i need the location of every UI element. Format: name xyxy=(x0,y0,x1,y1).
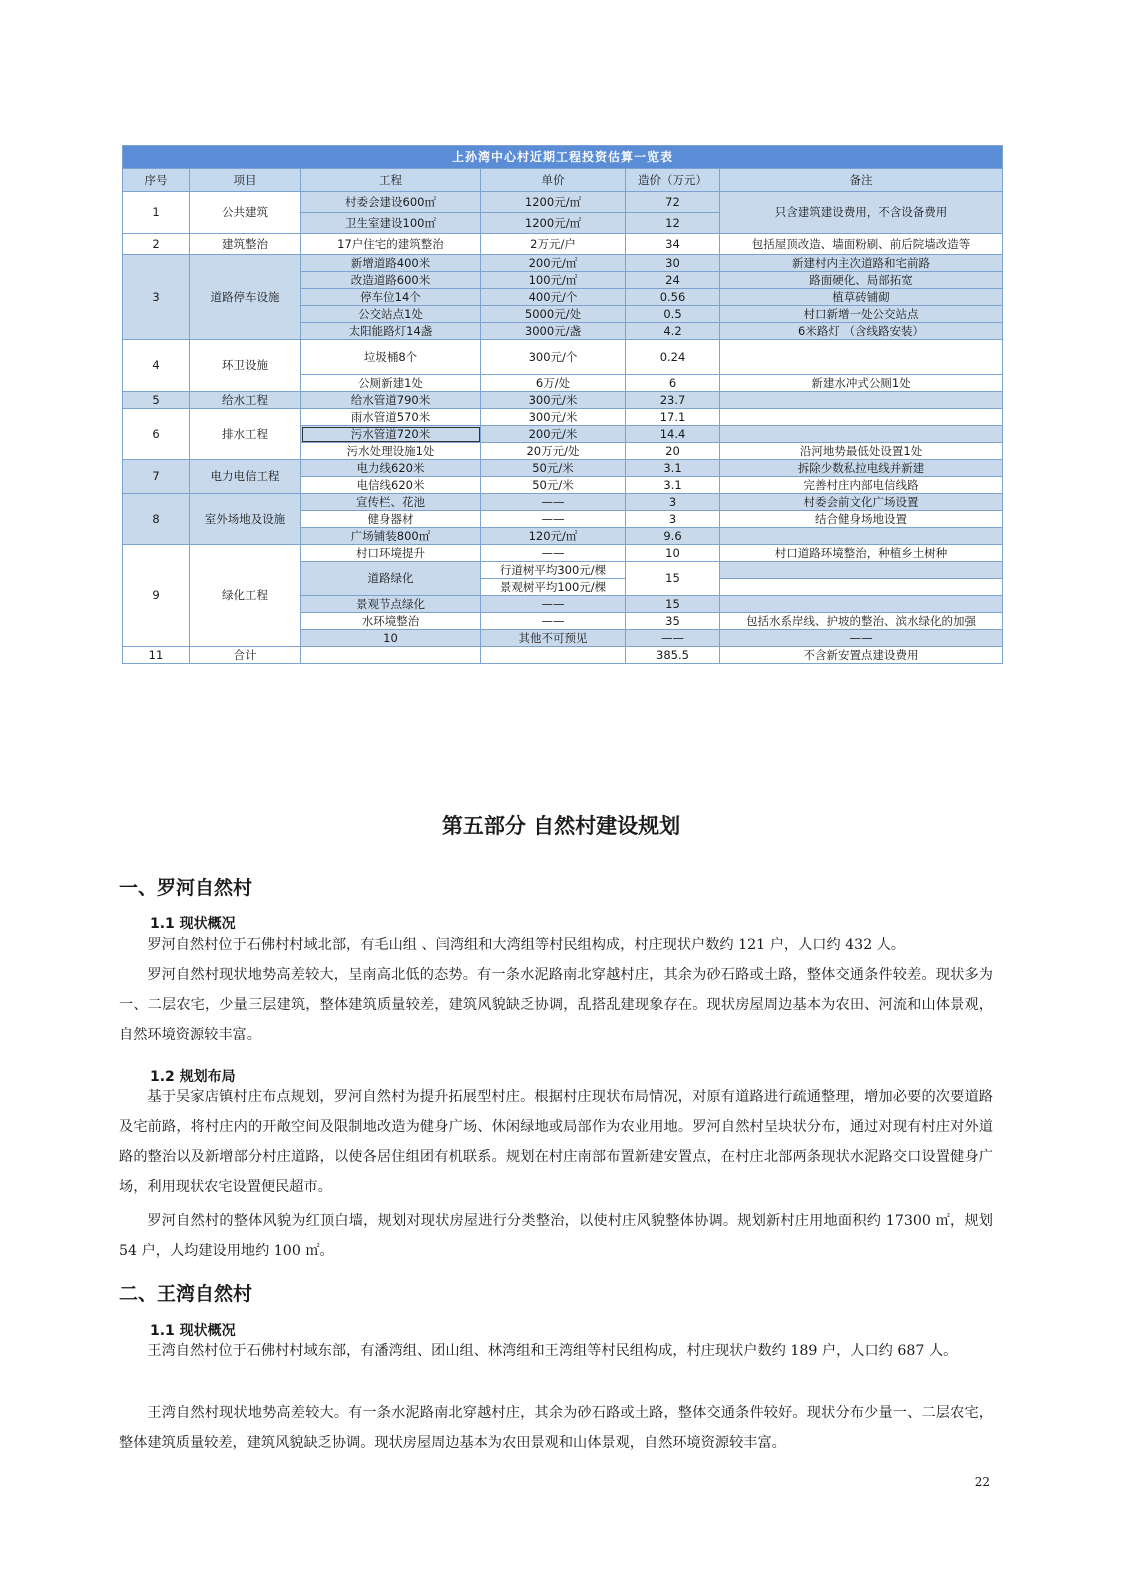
row-cost: 3 xyxy=(626,494,720,511)
row-price: 5000元/处 xyxy=(481,306,626,323)
row-note xyxy=(720,340,1003,375)
row-note: 拆除少数私拉电线并新建 xyxy=(720,460,1003,477)
paragraph: 罗河自然村的整体风貌为红顶白墙，规划对现状房屋进行分类整治，以使村庄风貌整体协调。规划新村庄用地面积约 17300 ㎡，规划 54 户，人均建设用地约 100 ㎡。 xyxy=(119,1213,993,1259)
row-price: 景观树平均100元/棵 xyxy=(481,579,626,596)
row-note: 完善村庄内部电信线路 xyxy=(720,477,1003,494)
table-row xyxy=(123,392,1003,409)
row-item: 给水工程 xyxy=(190,392,301,409)
table-row xyxy=(123,340,1003,375)
row-item: 室外场地及设施 xyxy=(190,494,301,545)
header-cell: 备注 xyxy=(720,169,1003,192)
row-price: 2万元/户 xyxy=(481,234,626,255)
row-engineering: 景观节点绿化 xyxy=(301,596,481,613)
table-row xyxy=(123,409,1003,426)
paragraph: 罗河自然村位于石佛村村域北部，有毛山组 、闫湾组和大湾组等村民组构成，村庄现状户数约 121 户，人口约 432 人。 xyxy=(147,937,906,953)
row-note xyxy=(720,426,1003,443)
row-engineering: 停车位14个 xyxy=(301,289,481,306)
row-engineering: 新增道路400米 xyxy=(301,255,481,272)
row-cost: 3 xyxy=(626,511,720,528)
row-engineering: 公厕新建1处 xyxy=(301,375,481,392)
row-price: —— xyxy=(481,545,626,562)
row-price: 行道树平均300元/棵 xyxy=(481,562,626,579)
row-note: 结合健身场地设置 xyxy=(720,511,1003,528)
row-note xyxy=(720,392,1003,409)
header-cell: 序号 xyxy=(123,169,190,192)
row-engineering: 污水管道720米 xyxy=(301,426,481,443)
row-engineering: 宣传栏、花池 xyxy=(301,494,481,511)
row-price: 300元/个 xyxy=(481,340,626,375)
row-number: 3 xyxy=(123,255,190,340)
row-cost: 6 xyxy=(626,375,720,392)
row-note xyxy=(720,596,1003,613)
row-engineering: 垃圾桶8个 xyxy=(301,340,481,375)
row-engineering: 电信线620米 xyxy=(301,477,481,494)
row-engineering: 污水处理设施1处 xyxy=(301,443,481,460)
header-cell: 项目 xyxy=(190,169,301,192)
row-note xyxy=(720,562,1003,579)
row-price: 200元/米 xyxy=(481,426,626,443)
row-item: 公共建筑 xyxy=(190,192,301,234)
row-price: 50元/米 xyxy=(481,477,626,494)
row-note: 新建水冲式公厕1处 xyxy=(720,375,1003,392)
row-price: —— xyxy=(720,630,1003,647)
row-price xyxy=(481,647,626,664)
row-cost: 0.56 xyxy=(626,289,720,306)
row-note: 村口道路环境整治，种植乡土树种 xyxy=(720,545,1003,562)
table-row xyxy=(123,255,1003,272)
table-row xyxy=(123,494,1003,511)
row-cost: 35 xyxy=(626,613,720,630)
row-note: 新建村内主次道路和宅前路 xyxy=(720,255,1003,272)
header-cell: 单价 xyxy=(481,169,626,192)
row-number: 11 xyxy=(123,647,190,664)
row-cost: 30 xyxy=(626,255,720,272)
page-number: 22 xyxy=(974,1475,990,1489)
row-note: 村口新增一处公交站点 xyxy=(720,306,1003,323)
part-title: 第五部分 自然村建设规划 xyxy=(441,814,681,838)
row-cost: 17.1 xyxy=(626,409,720,426)
header-cell: 工程 xyxy=(301,169,481,192)
row-price: 120元/㎡ xyxy=(481,528,626,545)
row-cost: 34 xyxy=(626,234,720,255)
row-item: 环卫设施 xyxy=(190,340,301,392)
row-price: —— xyxy=(481,596,626,613)
table-row-total xyxy=(123,647,1003,664)
row-item: 其他不可预见 xyxy=(481,630,626,647)
row-engineering: 村口环境提升 xyxy=(301,545,481,562)
table-row xyxy=(123,460,1003,477)
row-cost: 4.2 xyxy=(626,323,720,340)
row-cost: 9.6 xyxy=(626,528,720,545)
table-row xyxy=(123,192,1003,213)
row-cost: 15 xyxy=(626,562,720,596)
subsection-heading: 1.1 现状概况 xyxy=(150,916,236,932)
row-cost: 3.1 xyxy=(626,477,720,494)
row-engineering: 17户住宅的建筑整治 xyxy=(301,234,481,255)
row-number: 1 xyxy=(123,192,190,234)
row-note xyxy=(720,409,1003,426)
row-price: —— xyxy=(481,511,626,528)
row-item: 排水工程 xyxy=(190,409,301,460)
row-note: 植草砖铺砌 xyxy=(720,289,1003,306)
row-cost: 385.5 xyxy=(626,647,720,664)
row-engineering: 水环境整治 xyxy=(301,613,481,630)
row-cost: 0.24 xyxy=(626,340,720,375)
table-row xyxy=(123,234,1003,255)
row-engineering: 广场铺装800㎡ xyxy=(301,528,481,545)
paragraph: 王湾自然村现状地势高差较大。有一条水泥路南北穿越村庄，其余为砂石路或土路，整体交通条件较好。现状分布少量一、二层农宅，整体建筑质量较差，建筑风貌缺乏协调。现状房屋周边基本为农田景观和山体景观，自然环境资源较丰富。 xyxy=(119,1405,993,1451)
row-cost: 0.5 xyxy=(626,306,720,323)
paragraph: 王湾自然村位于石佛村村域东部，有潘湾组、团山组、林湾组和王湾组等村民组构成，村庄现状户数约 189 户，人口约 687 人。 xyxy=(147,1343,958,1359)
row-engineering: 太阳能路灯14盏 xyxy=(301,323,481,340)
row-engineering: 改造道路600米 xyxy=(301,272,481,289)
row-item: 电力电信工程 xyxy=(190,460,301,494)
row-note: 只含建筑建设费用，不含设备费用 xyxy=(720,192,1003,234)
row-price: —— xyxy=(481,613,626,630)
table-row xyxy=(123,545,1003,562)
row-engineering: 电力线620米 xyxy=(301,460,481,477)
row-price: 3000元/盏 xyxy=(481,323,626,340)
row-cost: 72 xyxy=(626,192,720,213)
table-header-row xyxy=(123,169,1003,192)
row-cost: 23.7 xyxy=(626,392,720,409)
row-item: 绿化工程 xyxy=(190,545,301,647)
table-title: 上孙湾中心村近期工程投资估算一览表 xyxy=(123,146,1003,169)
row-cost: 24 xyxy=(626,272,720,289)
row-note: 不含新安置点建设费用 xyxy=(720,647,1003,664)
row-price: —— xyxy=(481,494,626,511)
row-price: 100元/㎡ xyxy=(481,272,626,289)
row-cost: 20 xyxy=(626,443,720,460)
row-note: 沿河地势最低处设置1处 xyxy=(720,443,1003,460)
row-price: 300元/米 xyxy=(481,392,626,409)
row-note: 村委会前文化广场设置 xyxy=(720,494,1003,511)
row-price: 50元/米 xyxy=(481,460,626,477)
header-cell: 造价（万元） xyxy=(626,169,720,192)
row-note xyxy=(720,528,1003,545)
row-price: 1200元/㎡ xyxy=(481,213,626,234)
row-number: 10 xyxy=(301,630,481,647)
row-number: 6 xyxy=(123,409,190,460)
row-number: 8 xyxy=(123,494,190,545)
row-number: 4 xyxy=(123,340,190,392)
row-engineering: —— xyxy=(626,630,720,647)
row-price: 1200元/㎡ xyxy=(481,192,626,213)
row-cost: 14.4 xyxy=(626,426,720,443)
row-note: 包括水系岸线、护坡的整治、滨水绿化的加强 xyxy=(720,613,1003,630)
paragraph: 罗河自然村现状地势高差较大，呈南高北低的态势。有一条水泥路南北穿越村庄，其余为砂石路或土路，整体交通条件较差。现状多为一、二层农宅，少量三层建筑，整体建筑质量较差，建筑风貌缺乏协调，乱搭乱建现象存在。现状房屋周边基本为农田、河流和山体景观，自然环境资源较丰富。 xyxy=(119,967,993,1043)
paragraph: 基于吴家店镇村庄布点规划，罗河自然村为提升拓展型村庄。根据村庄现状布局情况，对原有道路进行疏通整理，增加必要的次要道路及宅前路，将村庄内的开敞空间及限制地改造为健身广场、休闲绿地或局部作为农业用地。罗河自然村呈块状分布，通过对现有村庄对外道路的整治以及新增部分村庄道路，以使各居住组团有机联系。规划在村庄南部布置新建安置点，在村庄北部两条现状水泥路交口设置健身广场，利用现状农宅设置便民超市。 xyxy=(119,1089,993,1195)
row-engineering: 道路绿化 xyxy=(301,562,481,596)
row-engineering: 村委会建设600㎡ xyxy=(301,192,481,213)
row-engineering: 健身器材 xyxy=(301,511,481,528)
row-number: 5 xyxy=(123,392,190,409)
row-number: 7 xyxy=(123,460,190,494)
row-price: 6万/处 xyxy=(481,375,626,392)
section-heading: 一、罗河自然村 xyxy=(119,877,253,899)
row-item: 合计 xyxy=(190,647,301,664)
row-engineering: 给水管道790米 xyxy=(301,392,481,409)
row-cost: 10 xyxy=(626,545,720,562)
row-engineering: 公交站点1处 xyxy=(301,306,481,323)
row-price: 400元/个 xyxy=(481,289,626,306)
row-note: 6米路灯 （含线路安装） xyxy=(720,323,1003,340)
row-item: 道路停车设施 xyxy=(190,255,301,340)
row-engineering: 雨水管道570米 xyxy=(301,409,481,426)
row-number: 9 xyxy=(123,545,190,647)
row-price: 20万元/处 xyxy=(481,443,626,460)
row-price: 300元/米 xyxy=(481,409,626,426)
row-item: 建筑整治 xyxy=(190,234,301,255)
section-heading: 二、王湾自然村 xyxy=(119,1283,253,1305)
row-price: 200元/㎡ xyxy=(481,255,626,272)
row-number: 2 xyxy=(123,234,190,255)
row-note xyxy=(720,579,1003,596)
row-cost: 12 xyxy=(626,213,720,234)
row-note: 路面硬化、局部拓宽 xyxy=(720,272,1003,289)
row-cost: 3.1 xyxy=(626,460,720,477)
subsection-heading: 1.1 现状概况 xyxy=(150,1323,236,1339)
row-cost: 15 xyxy=(626,596,720,613)
row-engineering: 卫生室建设100㎡ xyxy=(301,213,481,234)
row-engineering xyxy=(301,647,481,664)
subsection-heading: 1.2 规划布局 xyxy=(150,1069,236,1085)
row-note: 包括屋顶改造、墙面粉刷、前后院墙改造等 xyxy=(720,234,1003,255)
investment-table xyxy=(122,145,1002,664)
